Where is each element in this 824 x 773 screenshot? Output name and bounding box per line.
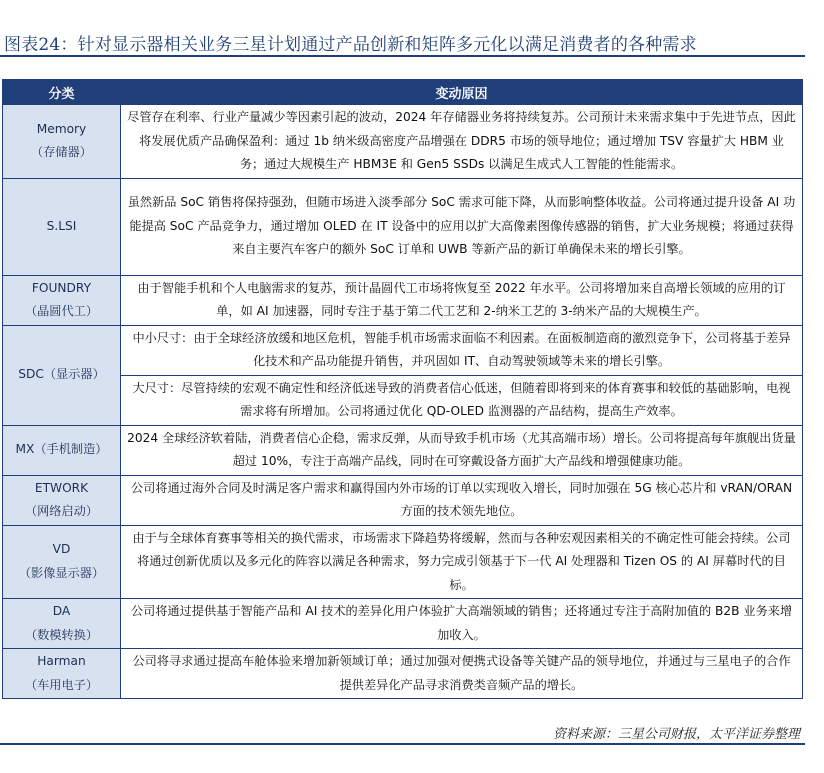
- category-subname: （网络启动）: [24, 504, 99, 518]
- category-cell: [3, 325, 121, 425]
- header-category: 分类: [3, 80, 121, 105]
- reasons-table: [2, 79, 803, 699]
- table-row-da: [3, 599, 803, 649]
- reason-cell: 尽管存在利率、行业产量减少等因素引起的波动，2024 年存储器业务将持续复苏。公司预计未来需求集中于先进节点，因此将发展优质产品确保盈利：通过 1b 纳米级高密度产品增强在 DDR5 市场的领导地位；通过增加 TSV 容量扩大 HBM 业务；通过大规模生产 HBM3E 和 Gen5 SSDs 以满足生成式人工智能的性能需求。: [121, 105, 803, 179]
- table-row-foundry: [3, 275, 803, 325]
- reason-cell: 虽然新品 SoC 销售将保持强劲，但随市场进入淡季部分 SoC 需求可能下降，从而影响整体收益。公司将通过提升设备 AI 功能提高 SoC 产品竞争力，通过增加 OLED 在 IT 设备中的应用以扩大高像素图像传感器的销售，扩大业务规模；将通过获得来自主要汽车客户的额外 SoC 订单和 UWB 等新产品的新订单确保未来的增长引擎。: [121, 178, 803, 275]
- category-subname: （数模转换）: [24, 627, 99, 642]
- figure-title: 图表24：针对显示器相关业务三星计划通过产品创新和矩阵多元化以满足消费者的各种需求: [4, 35, 697, 55]
- category-name: VD: [52, 542, 71, 557]
- category-name: FOUNDRY: [31, 280, 92, 295]
- category-cell: [3, 599, 121, 649]
- category-name: MX（手机制造）: [15, 442, 108, 457]
- table-row-network: [3, 475, 803, 525]
- category-cell: [3, 475, 121, 525]
- category-name: Harman: [37, 654, 86, 668]
- header-reason: 变动原因: [121, 80, 803, 105]
- table-header-row: [3, 80, 803, 105]
- category-cell: [3, 105, 121, 179]
- category-name: ETWORK: [34, 480, 89, 495]
- reason-cell: 由于与全球体育赛事等相关的换代需求，市场需求下降趋势将缓解，然而与各种宏观因素相关的不确定性可能会持续。公司将通过创新优质以及多元化的阵容以满足各种需求，努力完成引领基于下一代 AI 处理器和 Tizen OS 的 AI 屏幕时代的目标。: [121, 525, 803, 599]
- category-cell: [3, 649, 121, 699]
- category-name: DA: [52, 604, 71, 618]
- category-name: SDC（显示器）: [18, 367, 105, 382]
- reason-cell: 公司将寻求通过提高车舱体验来增加新领域订单；通过加强对便携式设备等关键产品的领导地位，并通过与三星电子的合作提供差异化产品寻求消费类音频产品的增长。: [121, 649, 803, 699]
- table-row-sdc-large: [3, 375, 803, 425]
- reason-cell: 2024 全球经济软着陆，消费者信心企稳，需求反弹，从而导致手机市场（尤其高端市场）增长。公司将提高每年旗舰出货量超过 10%，专注于高端产品线，同时在可穿戴设备方面扩大产品线和增强健康功能。: [121, 425, 803, 475]
- title-rule: [0, 55, 805, 57]
- table-row-mx: [3, 425, 803, 475]
- category-cell: [3, 525, 121, 599]
- reason-cell: 由于智能手机和个人电脑需求的复苏，预计晶圆代工市场将恢复至 2022 年水平。公司将增加来自高增长领域的应用的订单，如 AI 加速器，同时专注于基于第二代工艺和 2-纳米工艺的 3-纳米产品的大规模生产。: [121, 275, 803, 325]
- source-note: 资料来源：三星公司财报，太平洋证券整理: [552, 727, 800, 742]
- table-row-harman: [3, 649, 803, 699]
- category-cell: [3, 275, 121, 325]
- category-name: S.LSI: [46, 218, 77, 233]
- table-row-vd: [3, 525, 803, 599]
- category-cell: [3, 178, 121, 275]
- category-name: Memory: [36, 121, 87, 136]
- reason-cell: 公司将通过海外合同及时满足客户需求和赢得国内外市场的订单以实现收入增长，同时加强在 5G 核心芯片和 vRAN/ORAN 方面的技术领先地位。: [121, 475, 803, 525]
- reason-cell-large-size: 大尺寸：尽管持续的宏观不确定性和经济低迷导致的消费者信心低迷，但随着即将到来的体育赛事和较低的基础影响，电视需求将有所增加。公司将通过优化 QD-OLED 监测器的产品结构，提高生产效率。: [121, 375, 803, 425]
- bottom-rule: [0, 743, 805, 745]
- table-row-memory: [3, 105, 803, 179]
- reason-cell-small-size: 中小尺寸：由于全球经济放缓和地区危机，智能手机市场需求面临不利因素。在面板制造商的激烈竞争下，公司将基于差异化技术和产品功能提升销售，并巩固如 IT、自动驾驶领域等未来的增长引擎。: [121, 325, 803, 375]
- category-subname: （存储器）: [31, 145, 92, 160]
- category-subname: （晶圆代工）: [24, 304, 99, 318]
- table-row-sdc: [3, 325, 803, 375]
- table-row-slsi: [3, 178, 803, 275]
- category-cell: [3, 425, 121, 475]
- category-subname: （车用电子）: [24, 677, 99, 692]
- reason-cell: 公司将通过提供基于智能产品和 AI 技术的差异化用户体验扩大高端领域的销售；还将通过专注于高附加值的 B2B 业务来增加收入。: [121, 599, 803, 649]
- category-subname: （影像显示器）: [18, 565, 105, 580]
